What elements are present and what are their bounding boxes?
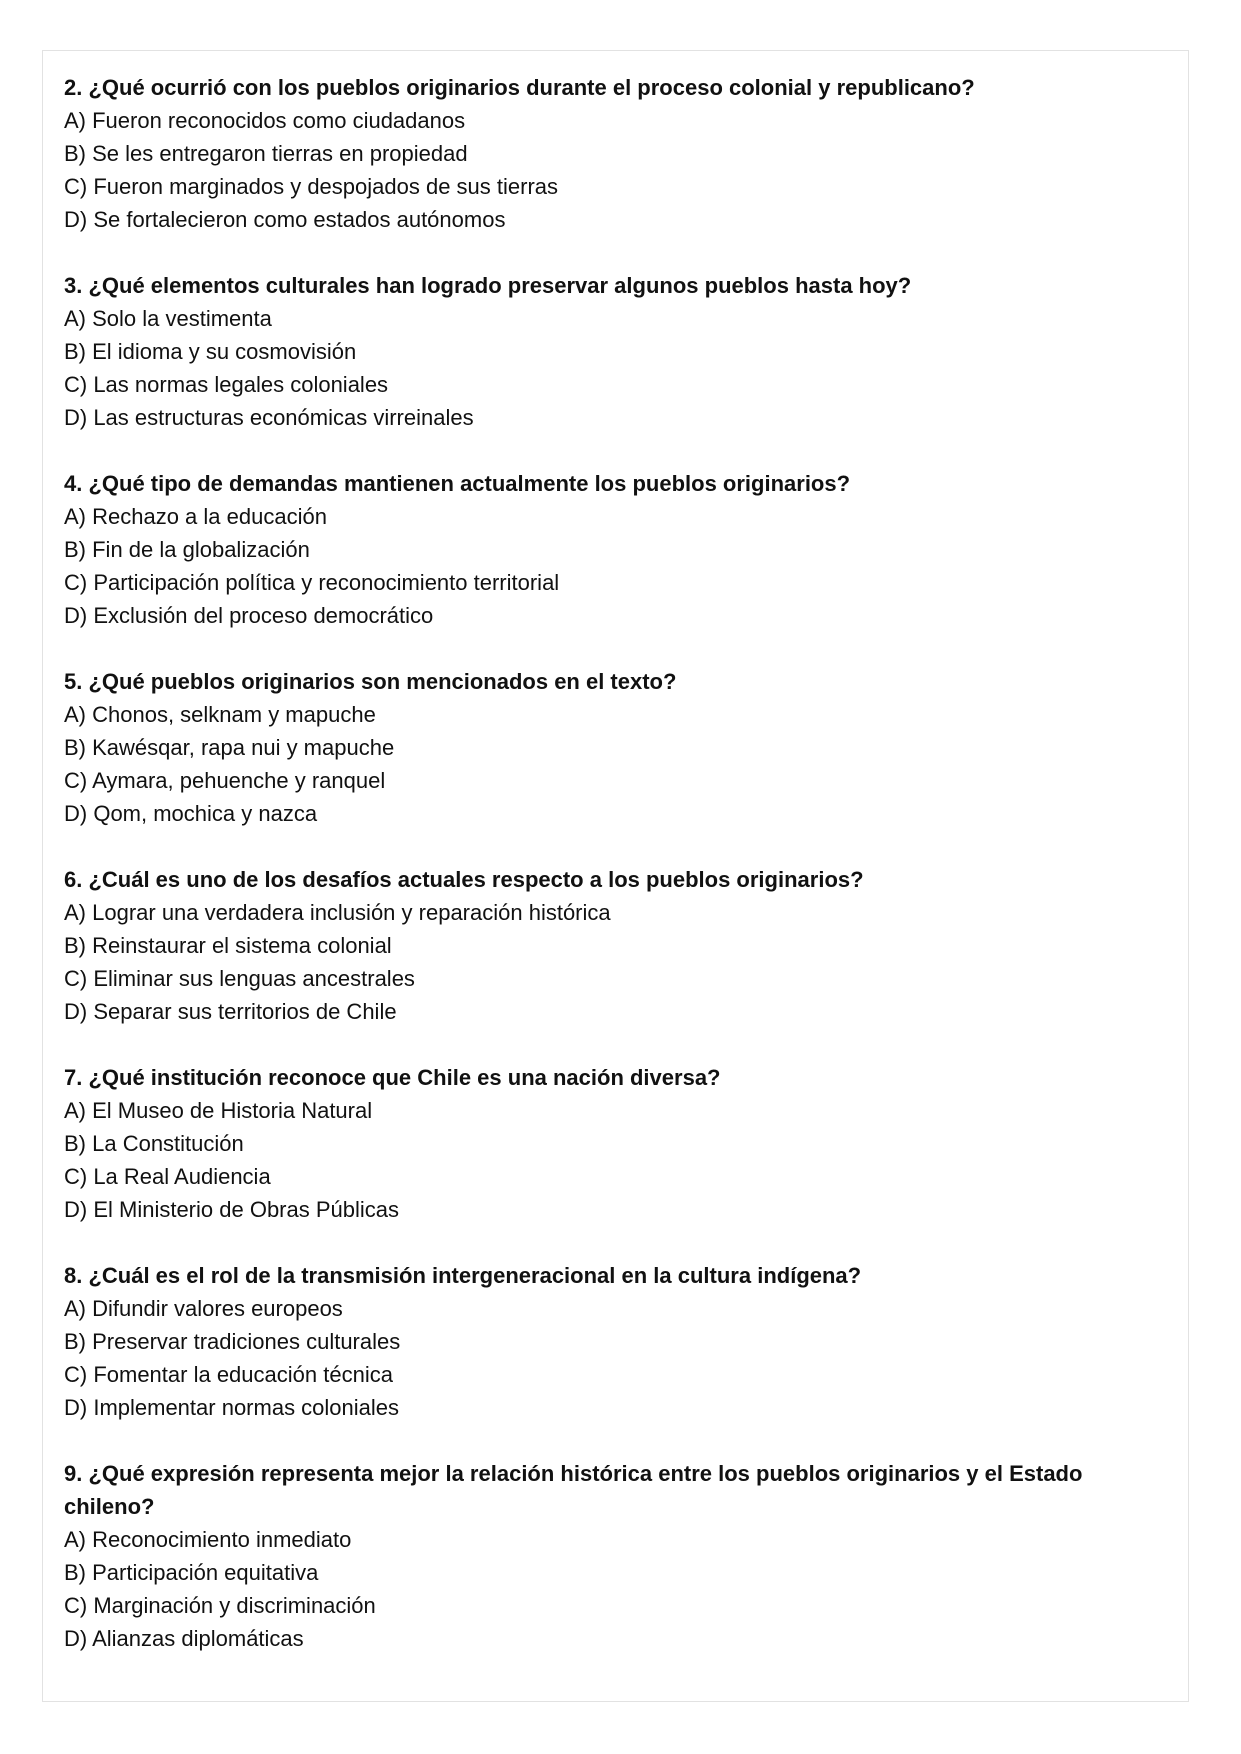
answer-option: B) La Constitución <box>64 1131 244 1156</box>
question-block <box>64 1259 1168 1424</box>
answer-option: D) El Ministerio de Obras Públicas <box>64 1197 400 1222</box>
answer-option: B) Fin de la globalización <box>64 537 310 562</box>
question-block <box>64 269 1168 434</box>
answer-option: C) Marginación y discriminación <box>64 1593 376 1618</box>
question-title: 3. ¿Qué elementos culturales han logrado preservar algunos pueblos hasta hoy? <box>64 273 912 298</box>
answer-option: A) Solo la vestimenta <box>64 306 272 331</box>
answer-option: C) La Real Audiencia <box>64 1164 271 1189</box>
answer-option: C) Eliminar sus lenguas ancestrales <box>64 966 415 991</box>
question-block <box>64 467 1168 632</box>
answer-option: C) Aymara, pehuenche y ranquel <box>64 768 386 793</box>
answer-option: C) Participación política y reconocimiento territorial <box>64 570 560 595</box>
answer-option: A) Chonos, selknam y mapuche <box>64 702 376 727</box>
answer-option: B) Se les entregaron tierras en propiedad <box>64 141 468 166</box>
answer-option: A) Difundir valores europeos <box>64 1296 343 1321</box>
answer-option: A) Rechazo a la educación <box>64 504 327 529</box>
answer-option: D) Las estructuras económicas virreinales <box>64 405 474 430</box>
answer-option: C) Las normas legales coloniales <box>64 372 389 397</box>
question-block <box>64 1061 1168 1226</box>
answer-option: B) Kawésqar, rapa nui y mapuche <box>64 735 395 760</box>
answer-option: C) Fueron marginados y despojados de sus tierras <box>64 174 559 199</box>
question-block <box>64 71 1168 236</box>
answer-option: A) Fueron reconocidos como ciudadanos <box>64 108 466 133</box>
answer-option: D) Qom, mochica y nazca <box>64 801 318 826</box>
answer-option: B) Participación equitativa <box>64 1560 319 1585</box>
answer-option: B) El idioma y su cosmovisión <box>64 339 357 364</box>
question-title: 6. ¿Cuál es uno de los desafíos actuales respecto a los pueblos originarios? <box>64 867 864 892</box>
answer-option: A) Lograr una verdadera inclusión y reparación histórica <box>64 900 611 925</box>
answer-option: D) Separar sus territorios de Chile <box>64 999 397 1024</box>
question-title: 7. ¿Qué institución reconoce que Chile es una nación diversa? <box>64 1065 721 1090</box>
question-title: 5. ¿Qué pueblos originarios son mencionados en el texto? <box>64 669 677 694</box>
answer-option: A) El Museo de Historia Natural <box>64 1098 373 1123</box>
answer-option: D) Exclusión del proceso democrático <box>64 603 434 628</box>
answer-option: D) Implementar normas coloniales <box>64 1395 400 1420</box>
question-block <box>64 665 1168 830</box>
question-block <box>64 863 1168 1028</box>
question-block <box>64 1457 1168 1655</box>
document-page <box>42 50 1189 1702</box>
question-title: 8. ¿Cuál es el rol de la transmisión intergeneracional en la cultura indígena? <box>64 1263 862 1288</box>
answer-option: D) Alianzas diplomáticas <box>64 1626 304 1651</box>
question-title: 2. ¿Qué ocurrió con los pueblos originarios durante el proceso colonial y republicano? <box>64 75 975 100</box>
question-title: 4. ¿Qué tipo de demandas mantienen actualmente los pueblos originarios? <box>64 471 851 496</box>
answer-option: B) Preservar tradiciones culturales <box>64 1329 401 1354</box>
answer-option: A) Reconocimiento inmediato <box>64 1527 352 1552</box>
answer-option: D) Se fortalecieron como estados autónomos <box>64 207 506 232</box>
question-title: 9. ¿Qué expresión representa mejor la relación histórica entre los pueblos originarios y el Estado chileno? <box>64 1461 1083 1519</box>
answer-option: B) Reinstaurar el sistema colonial <box>64 933 392 958</box>
answer-option: C) Fomentar la educación técnica <box>64 1362 393 1387</box>
